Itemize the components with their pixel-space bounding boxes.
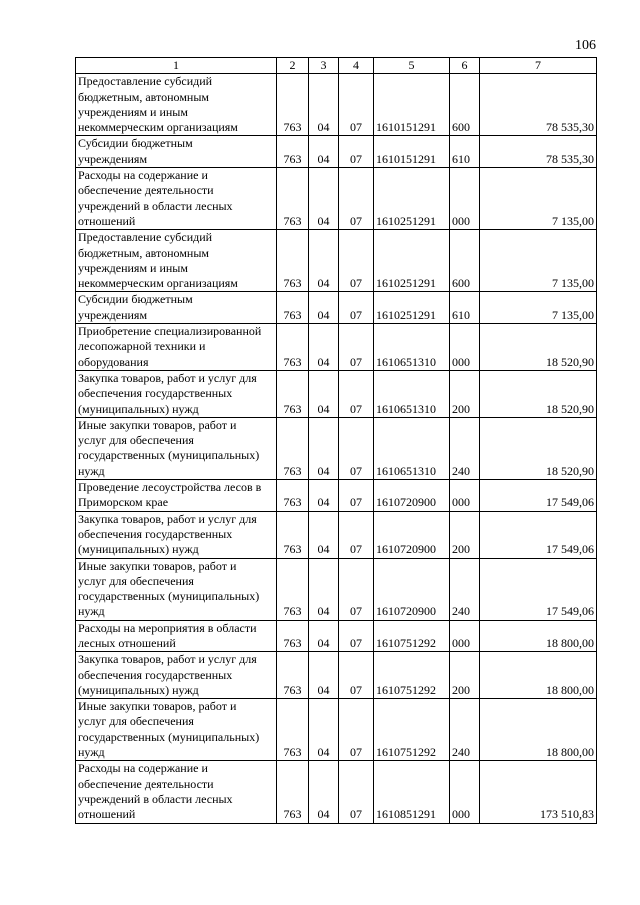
admin-code: 763 bbox=[277, 230, 309, 292]
description-line: Расходы на мероприятия в области bbox=[78, 620, 257, 635]
description-line: учреждениям и иным bbox=[78, 260, 188, 275]
expense-type-code: 000 bbox=[450, 168, 480, 230]
table-row bbox=[76, 324, 597, 371]
subsection-code: 07 bbox=[339, 136, 374, 168]
table-row bbox=[76, 417, 597, 479]
subsection-code: 07 bbox=[339, 370, 374, 417]
amount: 78 535,30 bbox=[480, 136, 597, 168]
subsection-code: 07 bbox=[339, 417, 374, 479]
description-line: нужд bbox=[78, 745, 105, 760]
admin-code: 763 bbox=[277, 292, 309, 324]
amount: 78 535,30 bbox=[480, 74, 597, 136]
row-description bbox=[76, 511, 277, 558]
amount: 18 520,90 bbox=[480, 370, 597, 417]
subsection-code: 07 bbox=[339, 74, 374, 136]
row-description bbox=[76, 230, 277, 292]
admin-code: 763 bbox=[277, 136, 309, 168]
section-code: 04 bbox=[309, 230, 339, 292]
section-code: 04 bbox=[309, 417, 339, 479]
header-row bbox=[76, 58, 597, 74]
description-line: Приобретение специализированной bbox=[78, 324, 262, 339]
target-article-code: 1610751292 bbox=[374, 620, 450, 652]
description-line: Иные закупки товаров, работ и bbox=[78, 699, 237, 714]
row-description bbox=[76, 652, 277, 699]
description-line: бюджетным, автономным bbox=[78, 245, 209, 260]
target-article-code: 1610251291 bbox=[374, 230, 450, 292]
expense-type-code: 240 bbox=[450, 558, 480, 620]
target-article-code: 1610651310 bbox=[374, 370, 450, 417]
page-number: 106 bbox=[575, 38, 596, 53]
admin-code: 763 bbox=[277, 511, 309, 558]
amount: 7 135,00 bbox=[480, 168, 597, 230]
subsection-code: 07 bbox=[339, 652, 374, 699]
expense-type-code: 000 bbox=[450, 761, 480, 823]
expense-type-code: 240 bbox=[450, 417, 480, 479]
description-line: отношений bbox=[78, 807, 136, 822]
table-header bbox=[76, 58, 597, 74]
section-code: 04 bbox=[309, 699, 339, 761]
amount: 17 549,06 bbox=[480, 480, 597, 512]
description-line: государственных (муниципальных) bbox=[78, 729, 260, 744]
subsection-code: 07 bbox=[339, 761, 374, 823]
description-line: учреждениям bbox=[78, 151, 148, 166]
header-col-2: 2 bbox=[277, 58, 309, 74]
amount: 17 549,06 bbox=[480, 511, 597, 558]
description-line: Закупка товаров, работ и услуг для bbox=[78, 370, 257, 385]
section-code: 04 bbox=[309, 511, 339, 558]
target-article-code: 1610251291 bbox=[374, 292, 450, 324]
section-code: 04 bbox=[309, 136, 339, 168]
description-line: обеспечения государственных bbox=[78, 386, 233, 401]
section-code: 04 bbox=[309, 370, 339, 417]
subsection-code: 07 bbox=[339, 511, 374, 558]
description-line: учреждениям и иным bbox=[78, 104, 188, 119]
section-code: 04 bbox=[309, 761, 339, 823]
admin-code: 763 bbox=[277, 417, 309, 479]
admin-code: 763 bbox=[277, 324, 309, 371]
row-description bbox=[76, 136, 277, 168]
description-line: Иные закупки товаров, работ и bbox=[78, 417, 237, 432]
description-line: государственных (муниципальных) bbox=[78, 589, 260, 604]
target-article-code: 1610720900 bbox=[374, 511, 450, 558]
amount: 18 800,00 bbox=[480, 652, 597, 699]
description-line: Проведение лесоустройства лесов в bbox=[78, 480, 262, 495]
admin-code: 763 bbox=[277, 74, 309, 136]
target-article-code: 1610751292 bbox=[374, 699, 450, 761]
description-line: Субсидии бюджетным bbox=[78, 136, 193, 151]
expense-type-code: 600 bbox=[450, 230, 480, 292]
header-col-6: 6 bbox=[450, 58, 480, 74]
expense-type-code: 000 bbox=[450, 480, 480, 512]
description-line: Расходы на содержание и bbox=[78, 168, 208, 183]
table-row bbox=[76, 480, 597, 512]
row-description bbox=[76, 417, 277, 479]
subsection-code: 07 bbox=[339, 324, 374, 371]
description-line: учреждениям bbox=[78, 307, 148, 322]
section-code: 04 bbox=[309, 74, 339, 136]
header-col-1: 1 bbox=[76, 58, 277, 74]
row-description bbox=[76, 620, 277, 652]
header-col-5: 5 bbox=[374, 58, 450, 74]
row-description bbox=[76, 292, 277, 324]
description-line: государственных (муниципальных) bbox=[78, 448, 260, 463]
section-code: 04 bbox=[309, 324, 339, 371]
row-description bbox=[76, 168, 277, 230]
description-line: Предоставление субсидий bbox=[78, 74, 213, 89]
section-code: 04 bbox=[309, 652, 339, 699]
description-line: (муниципальных) нужд bbox=[78, 682, 199, 697]
admin-code: 763 bbox=[277, 761, 309, 823]
section-code: 04 bbox=[309, 480, 339, 512]
description-line: Субсидии бюджетным bbox=[78, 292, 193, 307]
description-line: бюджетным, автономным bbox=[78, 89, 209, 104]
section-code: 04 bbox=[309, 292, 339, 324]
description-line: услуг для обеспечения bbox=[78, 573, 194, 588]
row-description bbox=[76, 480, 277, 512]
target-article-code: 1610751292 bbox=[374, 652, 450, 699]
target-article-code: 1610251291 bbox=[374, 168, 450, 230]
target-article-code: 1610851291 bbox=[374, 761, 450, 823]
table-row bbox=[76, 136, 597, 168]
row-description bbox=[76, 324, 277, 371]
description-line: некоммерческим организациям bbox=[78, 276, 238, 291]
description-line: обеспечение деятельности bbox=[78, 183, 214, 198]
expense-type-code: 240 bbox=[450, 699, 480, 761]
subsection-code: 07 bbox=[339, 292, 374, 324]
section-code: 04 bbox=[309, 558, 339, 620]
amount: 7 135,00 bbox=[480, 230, 597, 292]
table-row bbox=[76, 292, 597, 324]
amount: 18 520,90 bbox=[480, 324, 597, 371]
table-row bbox=[76, 74, 597, 136]
amount: 18 520,90 bbox=[480, 417, 597, 479]
description-line: учреждений в области лесных bbox=[78, 791, 233, 806]
target-article-code: 1610651310 bbox=[374, 324, 450, 371]
description-line: услуг для обеспечения bbox=[78, 714, 194, 729]
table-row bbox=[76, 652, 597, 699]
description-line: (муниципальных) нужд bbox=[78, 401, 199, 416]
target-article-code: 1610720900 bbox=[374, 480, 450, 512]
target-article-code: 1610720900 bbox=[374, 558, 450, 620]
amount: 18 800,00 bbox=[480, 699, 597, 761]
description-line: нужд bbox=[78, 463, 105, 478]
table-row bbox=[76, 620, 597, 652]
description-line: обеспечения государственных bbox=[78, 667, 233, 682]
amount: 18 800,00 bbox=[480, 620, 597, 652]
expense-type-code: 200 bbox=[450, 652, 480, 699]
description-line: (муниципальных) нужд bbox=[78, 542, 199, 557]
table-row bbox=[76, 168, 597, 230]
description-line: оборудования bbox=[78, 354, 149, 369]
subsection-code: 07 bbox=[339, 168, 374, 230]
description-line: Закупка товаров, работ и услуг для bbox=[78, 511, 257, 526]
description-line: Иные закупки товаров, работ и bbox=[78, 558, 237, 573]
header-col-3: 3 bbox=[309, 58, 339, 74]
header-col-4: 4 bbox=[339, 58, 374, 74]
target-article-code: 1610651310 bbox=[374, 417, 450, 479]
admin-code: 763 bbox=[277, 168, 309, 230]
description-line: лесных отношений bbox=[78, 635, 176, 650]
expense-type-code: 610 bbox=[450, 136, 480, 168]
subsection-code: 07 bbox=[339, 230, 374, 292]
admin-code: 763 bbox=[277, 620, 309, 652]
admin-code: 763 bbox=[277, 699, 309, 761]
table-row bbox=[76, 761, 597, 823]
table-row bbox=[76, 699, 597, 761]
expense-type-code: 610 bbox=[450, 292, 480, 324]
subsection-code: 07 bbox=[339, 480, 374, 512]
row-description bbox=[76, 74, 277, 136]
row-description bbox=[76, 699, 277, 761]
row-description bbox=[76, 558, 277, 620]
expense-type-code: 200 bbox=[450, 370, 480, 417]
target-article-code: 1610151291 bbox=[374, 74, 450, 136]
section-code: 04 bbox=[309, 168, 339, 230]
admin-code: 763 bbox=[277, 370, 309, 417]
admin-code: 763 bbox=[277, 480, 309, 512]
budget-table bbox=[75, 57, 597, 824]
row-description bbox=[76, 370, 277, 417]
amount: 173 510,83 bbox=[480, 761, 597, 823]
admin-code: 763 bbox=[277, 652, 309, 699]
table-row bbox=[76, 370, 597, 417]
table-row bbox=[76, 230, 597, 292]
table-body bbox=[76, 74, 597, 823]
amount: 7 135,00 bbox=[480, 292, 597, 324]
target-article-code: 1610151291 bbox=[374, 136, 450, 168]
amount: 17 549,06 bbox=[480, 558, 597, 620]
row-description bbox=[76, 761, 277, 823]
description-line: обеспечение деятельности bbox=[78, 776, 214, 791]
header-col-7: 7 bbox=[480, 58, 597, 74]
description-line: учреждений в области лесных bbox=[78, 198, 233, 213]
description-line: отношений bbox=[78, 213, 136, 228]
description-line: Закупка товаров, работ и услуг для bbox=[78, 652, 257, 667]
description-line: Расходы на содержание и bbox=[78, 761, 208, 776]
section-code: 04 bbox=[309, 620, 339, 652]
description-line: услуг для обеспечения bbox=[78, 433, 194, 448]
description-line: лесопожарной техники и bbox=[78, 339, 206, 354]
expense-type-code: 200 bbox=[450, 511, 480, 558]
expense-type-code: 000 bbox=[450, 324, 480, 371]
description-line: Приморском крае bbox=[78, 495, 169, 510]
description-line: нужд bbox=[78, 604, 105, 619]
subsection-code: 07 bbox=[339, 699, 374, 761]
admin-code: 763 bbox=[277, 558, 309, 620]
description-line: обеспечения государственных bbox=[78, 526, 233, 541]
expense-type-code: 600 bbox=[450, 74, 480, 136]
subsection-code: 07 bbox=[339, 620, 374, 652]
table-row bbox=[76, 511, 597, 558]
expense-type-code: 000 bbox=[450, 620, 480, 652]
table-row bbox=[76, 558, 597, 620]
subsection-code: 07 bbox=[339, 558, 374, 620]
description-line: некоммерческим организациям bbox=[78, 120, 238, 135]
description-line: Предоставление субсидий bbox=[78, 230, 213, 245]
